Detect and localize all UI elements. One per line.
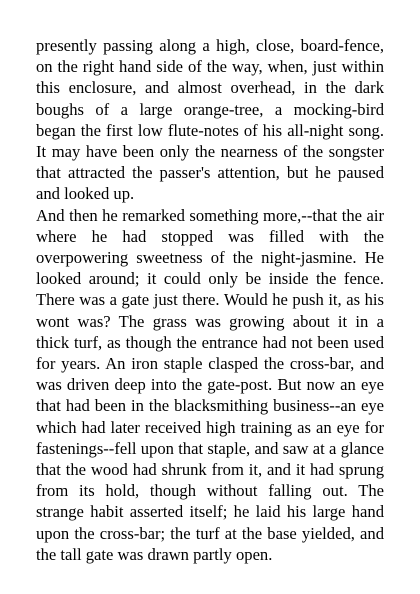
paragraph: And then he remarked something more,--that the air where he had stopped was filled with the overpowering sweetness of the night-jasmine. He looked around; it could only be inside the fence. There was a gate just there. Would he push it, as his wont was? The grass was growing about it in a thick turf, as though the entrance had not been used for years. An iron staple clasped the cross-bar, and was driven deep into the gate-post. But now an eye that had been in the blacksmithing business--an eye which had later received high training as an eye for fastenings--fell upon that staple, and saw at a glance that the wood had shrunk from it, and it had sprung from its hold, though without falling out. The strange habit asserted itself; he laid his large hand upon the cross-bar; the turf at the base yielded, and the tall gate was drawn partly open. (36, 205, 384, 564)
page-text (36, 35, 384, 565)
paragraph: presently passing along a high, close, board-fence, on the right hand side of the way, when, just within this enclosure, and almost overhead, in the dark boughs of a large orange-tree, a mocking-bird began the first low flute-notes of his all-night song. It may have been only the nearness of the songster that attracted the passer's attention, but he paused and looked up. (36, 36, 384, 204)
